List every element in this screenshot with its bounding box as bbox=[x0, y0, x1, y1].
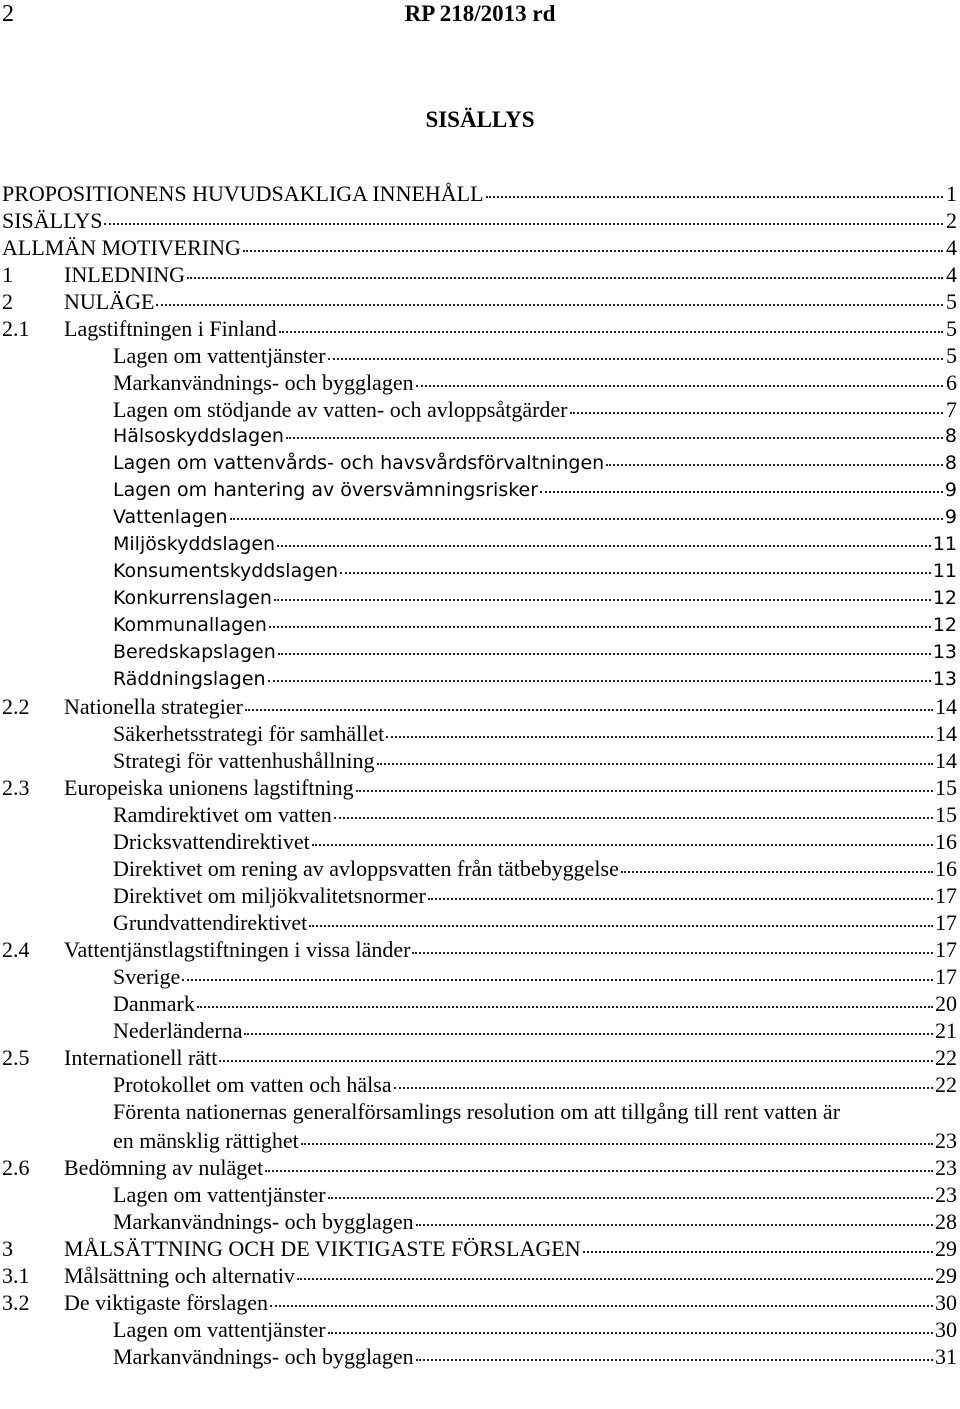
toc-entry-page: 31 bbox=[935, 1344, 957, 1369]
dot-leader bbox=[243, 250, 943, 252]
dot-leader bbox=[244, 1033, 933, 1035]
toc-entry[interactable] bbox=[2, 639, 957, 666]
toc-entry-page: 13 bbox=[932, 641, 957, 663]
toc-entry[interactable] bbox=[2, 342, 957, 369]
toc-entry-page: 5 bbox=[946, 316, 957, 341]
toc-entry-page: 17 bbox=[935, 937, 957, 962]
toc-entry[interactable] bbox=[2, 1289, 957, 1316]
page-number: 2 bbox=[2, 1, 14, 27]
toc-entry-page: 29 bbox=[935, 1263, 957, 1288]
toc-entry[interactable] bbox=[2, 288, 957, 315]
toc-entry-label: Lagen om vattentjänster bbox=[113, 1317, 326, 1342]
dot-leader bbox=[340, 572, 931, 574]
toc-entry-label: Lagstiftningen i Finland bbox=[64, 316, 277, 341]
dot-leader bbox=[197, 1006, 933, 1008]
toc-entry-number: 2.1 bbox=[2, 316, 30, 341]
dot-leader bbox=[301, 1143, 933, 1145]
dot-leader bbox=[416, 1359, 933, 1361]
dot-leader bbox=[412, 952, 933, 954]
dot-leader bbox=[328, 1332, 933, 1334]
toc-entry[interactable] bbox=[2, 558, 957, 585]
toc-entry-page: 14 bbox=[935, 748, 957, 773]
toc-entry-label: Vattentjänstlagstiftningen i vissa länder bbox=[64, 937, 411, 962]
dot-leader bbox=[277, 545, 931, 547]
toc-entry-number: 2.4 bbox=[2, 937, 30, 962]
toc-entry-label: Ramdirektivet om vatten bbox=[113, 802, 332, 827]
toc-entry-number: 3 bbox=[2, 1236, 13, 1261]
toc-entry[interactable] bbox=[2, 1181, 957, 1208]
toc-entry-number: 3.2 bbox=[2, 1290, 30, 1315]
toc-entry-page: 16 bbox=[935, 856, 957, 881]
toc-entry[interactable] bbox=[2, 612, 957, 639]
toc-entry-label: Säkerhetsstrategi för samhället bbox=[113, 721, 385, 746]
toc-entry-number: 1 bbox=[2, 262, 13, 287]
toc-entry[interactable] bbox=[2, 1235, 957, 1262]
dot-leader bbox=[356, 790, 933, 792]
dot-leader bbox=[156, 304, 943, 306]
toc-entry[interactable] bbox=[2, 1017, 957, 1044]
dot-leader bbox=[328, 1197, 933, 1199]
toc-entry-page: 17 bbox=[935, 883, 957, 908]
dot-leader bbox=[540, 491, 943, 493]
dot-leader bbox=[269, 626, 931, 628]
document-reference: RP 218/2013 rd bbox=[404, 1, 556, 26]
toc-entry-page: 15 bbox=[935, 802, 957, 827]
toc-entry-page: 28 bbox=[935, 1209, 957, 1234]
toc-entry-label: De viktigaste förslagen bbox=[64, 1290, 269, 1315]
dot-leader bbox=[416, 1224, 933, 1226]
toc-entry-label: Beredskapslagen bbox=[113, 641, 276, 663]
dot-leader bbox=[265, 1170, 933, 1172]
dot-leader bbox=[104, 223, 943, 225]
toc-entry-page: 12 bbox=[932, 614, 957, 636]
toc-entry-label: Lagen om stödjande av vatten- och avloppsåtgärder bbox=[113, 397, 568, 422]
dot-leader bbox=[312, 844, 933, 846]
dot-leader bbox=[279, 331, 943, 333]
toc-entry-label: PROPOSITIONENS HUVUDSAKLIGA INNEHÅLL bbox=[2, 181, 484, 206]
toc-entry-page: 11 bbox=[932, 560, 957, 582]
dot-leader bbox=[309, 925, 933, 927]
toc-entry-number: 2.6 bbox=[2, 1155, 30, 1180]
toc-entry-label: MÅLSÄTTNING OCH DE VIKTIGASTE FÖRSLAGEN bbox=[64, 1236, 581, 1261]
dot-leader bbox=[394, 1087, 933, 1089]
toc-entry[interactable] bbox=[2, 936, 957, 963]
toc-entry-label: Markanvändnings- och bygglagen bbox=[113, 1344, 414, 1369]
toc-entry-page: 4 bbox=[946, 262, 957, 287]
toc-entry-label: Direktivet om rening av avloppsvatten från tätbebyggelse bbox=[113, 856, 619, 881]
dot-leader bbox=[297, 1278, 933, 1280]
toc-entry[interactable] bbox=[2, 909, 957, 936]
dot-leader bbox=[386, 736, 933, 738]
toc-entry[interactable] bbox=[2, 450, 957, 477]
toc-entry[interactable] bbox=[2, 585, 957, 612]
toc-entry-page: 14 bbox=[935, 694, 957, 719]
toc-entry-page: 30 bbox=[935, 1290, 957, 1315]
toc-entry[interactable] bbox=[2, 477, 957, 504]
toc-entry-label: Målsättning och alternativ bbox=[64, 1263, 295, 1288]
toc-entry[interactable] bbox=[2, 666, 957, 693]
dot-leader bbox=[377, 763, 934, 765]
toc-entry-number: 3.1 bbox=[2, 1263, 30, 1288]
toc-entry[interactable] bbox=[2, 396, 957, 423]
toc-entry-page: 9 bbox=[944, 479, 957, 501]
toc-entry-label: Internationell rätt bbox=[64, 1045, 218, 1070]
toc-entry-label-continued: en mänsklig rättighet bbox=[113, 1128, 299, 1153]
toc-entry[interactable] bbox=[2, 504, 957, 531]
dot-leader bbox=[486, 196, 943, 198]
toc-entry-label: Protokollet om vatten och hälsa bbox=[113, 1072, 392, 1097]
toc-entry-label: Sverige bbox=[113, 964, 181, 989]
toc-entry[interactable] bbox=[2, 1071, 957, 1098]
toc-entry[interactable] bbox=[2, 315, 957, 342]
toc-entry-number: 2 bbox=[2, 289, 13, 314]
toc-entry[interactable] bbox=[2, 1208, 957, 1235]
toc-entry-page: 23 bbox=[935, 1182, 957, 1207]
toc-entry[interactable] bbox=[2, 720, 957, 747]
dot-leader bbox=[428, 898, 933, 900]
dot-leader bbox=[286, 437, 943, 439]
toc-entry-page: 8 bbox=[944, 425, 957, 447]
toc-entry-number: 2.5 bbox=[2, 1045, 30, 1070]
toc-entry-label: Nederländerna bbox=[113, 1018, 243, 1043]
table-of-contents bbox=[2, 180, 957, 1370]
toc-entry-label: Lagen om hantering av översvämningsrisker bbox=[113, 479, 539, 501]
toc-entry-page: 5 bbox=[946, 343, 957, 368]
toc-entry[interactable] bbox=[2, 855, 957, 882]
toc-entry-page: 2 bbox=[946, 208, 957, 233]
toc-entry-page: 13 bbox=[932, 668, 957, 690]
toc-entry[interactable] bbox=[2, 693, 957, 720]
toc-entry-page: 11 bbox=[932, 533, 957, 555]
toc-entry-label: Lagen om vattentjänster bbox=[113, 343, 326, 368]
toc-entry-label: Hälsoskyddslagen bbox=[113, 425, 284, 447]
toc-entry-page: 15 bbox=[935, 775, 957, 800]
dot-leader bbox=[268, 680, 931, 682]
toc-entry[interactable] bbox=[2, 801, 957, 828]
dot-leader bbox=[278, 653, 931, 655]
toc-entry-page: 9 bbox=[944, 506, 957, 528]
toc-entry-page: 23 bbox=[935, 1155, 957, 1180]
toc-entry-page: 7 bbox=[946, 397, 957, 422]
toc-entry[interactable] bbox=[2, 234, 957, 261]
toc-entry-page: 5 bbox=[946, 289, 957, 314]
toc-entry-label: INLEDNING bbox=[64, 262, 185, 287]
toc-entry[interactable] bbox=[2, 882, 957, 909]
toc-entry-label: Miljöskyddslagen bbox=[113, 533, 276, 555]
toc-entry-label: Kommunallagen bbox=[113, 614, 267, 636]
toc-entry-label: Lagen om vattentjänster bbox=[113, 1182, 326, 1207]
dot-leader bbox=[334, 817, 933, 819]
toc-entry-page: 22 bbox=[935, 1072, 957, 1097]
toc-entry-page: 21 bbox=[935, 1018, 957, 1043]
toc-entry-label: Dricksvattendirektivet bbox=[113, 829, 310, 854]
toc-entry-page: 16 bbox=[935, 829, 957, 854]
toc-entry-page: 23 bbox=[935, 1128, 957, 1153]
toc-entry-label: NULÄGE bbox=[64, 289, 155, 314]
dot-leader bbox=[270, 1305, 933, 1307]
toc-entry-label: Grundvattendirektivet bbox=[113, 910, 308, 935]
toc-entry[interactable] bbox=[2, 369, 957, 396]
toc-entry-page: 1 bbox=[946, 181, 957, 206]
toc-entry-label: Lagen om vattenvårds- och havsvårdsförvaltningen bbox=[113, 452, 605, 474]
toc-entry[interactable] bbox=[2, 747, 957, 774]
dot-leader bbox=[583, 1251, 933, 1253]
toc-entry-label: Markanvändnings- och bygglagen bbox=[113, 1209, 414, 1234]
toc-entry-label: Konsumentskyddslagen bbox=[113, 560, 339, 582]
toc-entry[interactable] bbox=[2, 1098, 957, 1154]
dot-leader bbox=[570, 412, 943, 414]
dot-leader bbox=[182, 979, 933, 981]
toc-entry-page: 20 bbox=[935, 991, 957, 1016]
dot-leader bbox=[606, 464, 943, 466]
toc-entry-number: 2.2 bbox=[2, 694, 30, 719]
toc-entry[interactable] bbox=[2, 531, 957, 558]
toc-entry[interactable] bbox=[2, 180, 957, 207]
toc-entry-page: 4 bbox=[946, 235, 957, 260]
toc-entry-label: Strategi för vattenhushållning bbox=[113, 748, 375, 773]
toc-entry-label: Räddningslagen bbox=[113, 668, 266, 690]
toc-entry-page: 8 bbox=[944, 452, 957, 474]
toc-entry-label: Europeiska unionens lagstiftning bbox=[64, 775, 354, 800]
toc-entry[interactable] bbox=[2, 828, 957, 855]
toc-entry-label: Vattenlagen bbox=[113, 506, 228, 528]
toc-entry-page: 12 bbox=[932, 587, 957, 609]
toc-entry-page: 22 bbox=[935, 1045, 957, 1070]
toc-entry-label: ALLMÄN MOTIVERING bbox=[2, 235, 241, 260]
toc-entry-page: 14 bbox=[935, 721, 957, 746]
toc-entry[interactable] bbox=[2, 1343, 957, 1370]
dot-leader bbox=[219, 1060, 933, 1062]
dot-leader bbox=[416, 385, 943, 387]
toc-entry-label: Nationella strategier bbox=[64, 694, 243, 719]
toc-entry-label: Danmark bbox=[113, 991, 195, 1016]
toc-entry-number: 2.3 bbox=[2, 775, 30, 800]
toc-entry-label: Konkurrenslagen bbox=[113, 587, 272, 609]
toc-entry-label: SISÄLLYS bbox=[2, 208, 103, 233]
dot-leader bbox=[328, 358, 943, 360]
dot-leader bbox=[187, 277, 943, 279]
toc-entry-page: 29 bbox=[935, 1236, 957, 1261]
toc-entry[interactable] bbox=[2, 1262, 957, 1289]
toc-entry-label: Direktivet om miljökvalitetsnormer bbox=[113, 883, 426, 908]
toc-entry-page: 17 bbox=[935, 964, 957, 989]
dot-leader bbox=[245, 709, 933, 711]
toc-entry-label: Förenta nationernas generalförsamlings resolution om att tillgång till rent vatten är bbox=[113, 1099, 841, 1124]
toc-entry[interactable] bbox=[2, 990, 957, 1017]
toc-entry[interactable] bbox=[2, 1154, 957, 1181]
toc-entry-page: 17 bbox=[935, 910, 957, 935]
toc-entry[interactable] bbox=[2, 1316, 957, 1343]
toc-entry[interactable] bbox=[2, 1044, 957, 1071]
toc-entry-label: Bedömning av nuläget bbox=[64, 1155, 264, 1180]
toc-title: SISÄLLYS bbox=[425, 107, 535, 132]
toc-entry[interactable] bbox=[2, 207, 957, 234]
toc-entry[interactable] bbox=[2, 963, 957, 990]
toc-entry-page: 30 bbox=[935, 1317, 957, 1342]
toc-entry[interactable] bbox=[2, 261, 957, 288]
dot-leader bbox=[230, 518, 943, 520]
toc-entry-label: Markanvändnings- och bygglagen bbox=[113, 370, 414, 395]
dot-leader bbox=[621, 871, 933, 873]
toc-entry-page: 6 bbox=[946, 370, 957, 395]
toc-entry[interactable] bbox=[2, 423, 957, 450]
dot-leader bbox=[274, 599, 931, 601]
toc-entry[interactable] bbox=[2, 774, 957, 801]
